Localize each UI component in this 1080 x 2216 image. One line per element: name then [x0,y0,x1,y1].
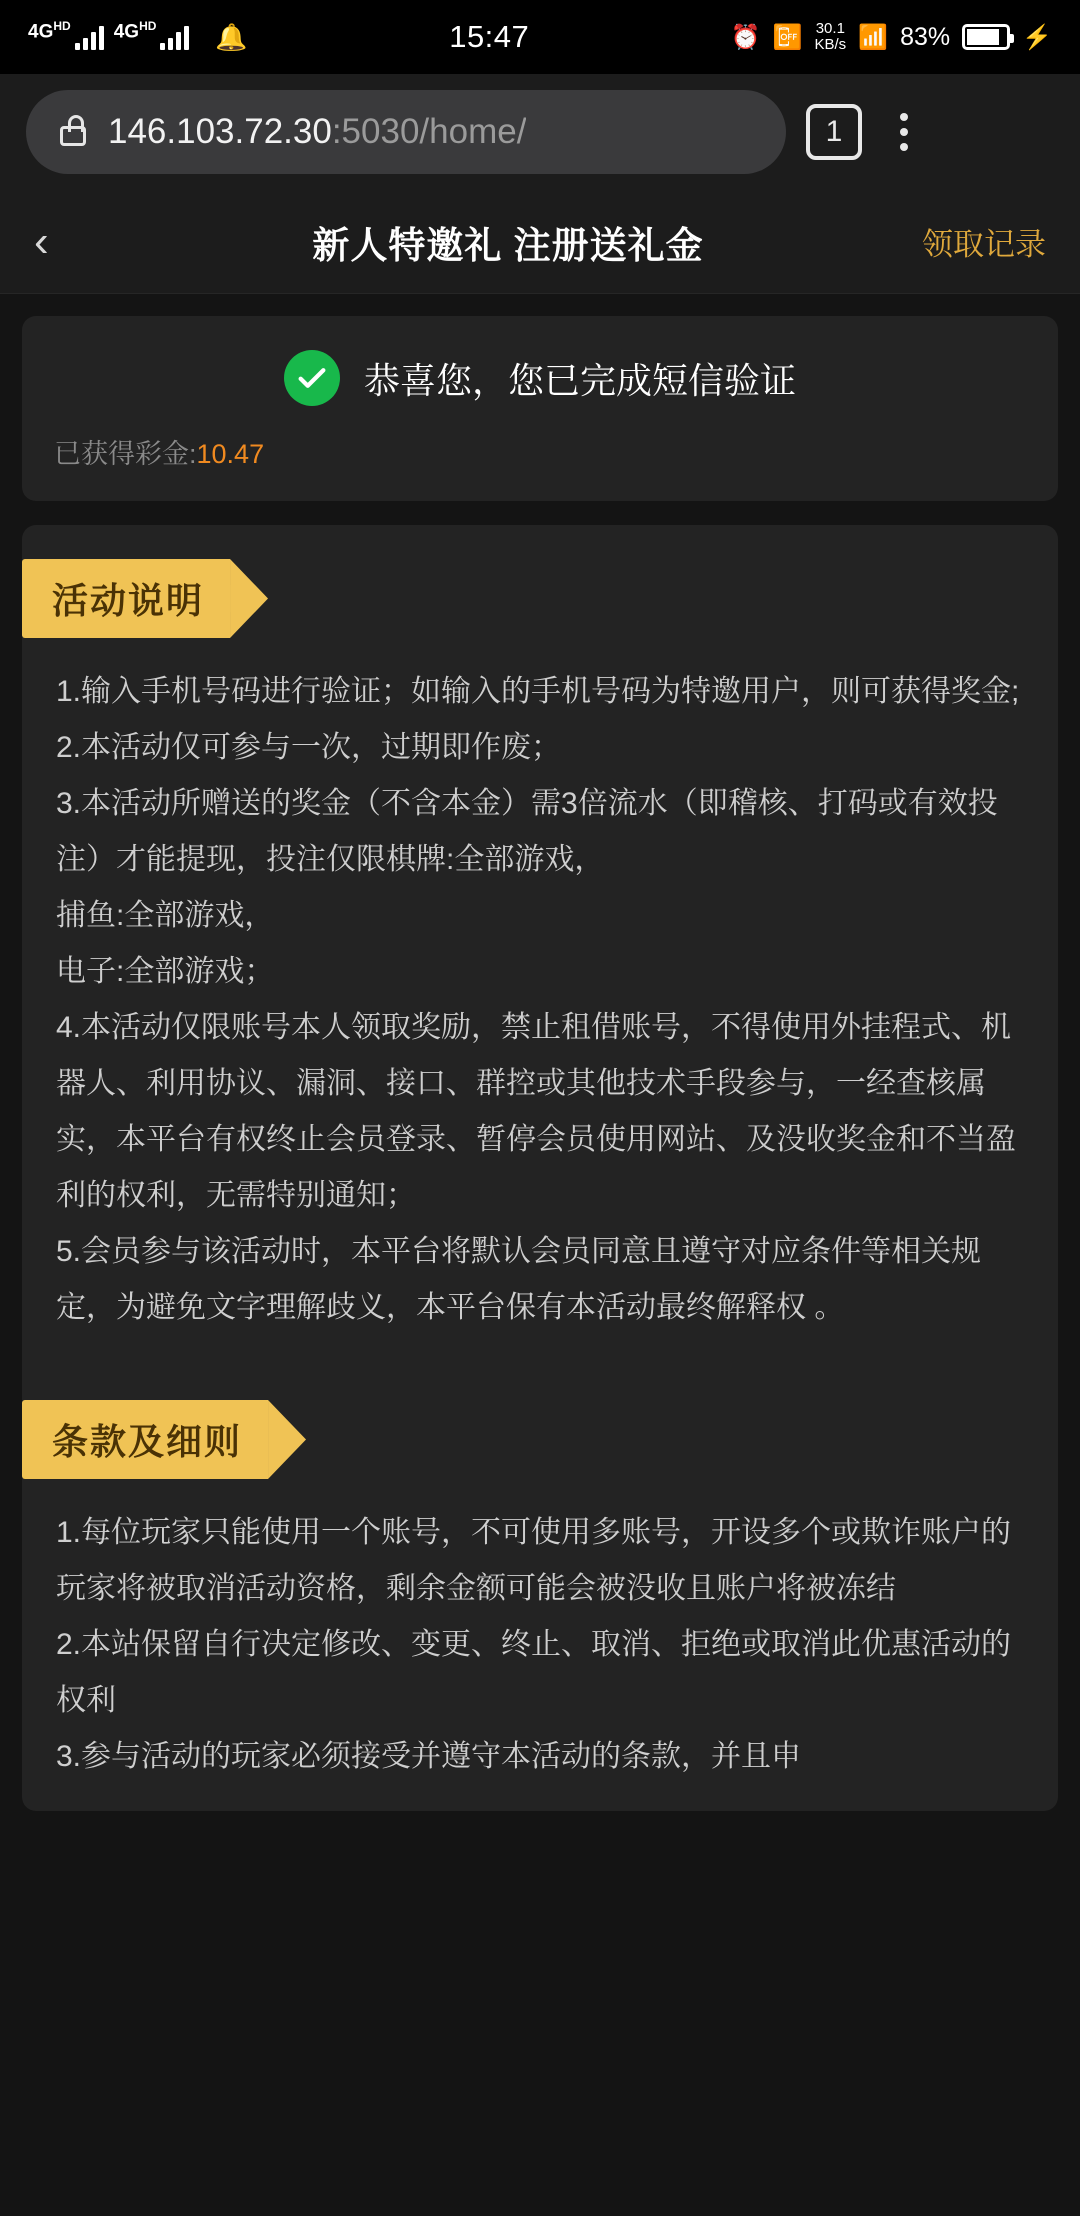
rule-paragraph: 电子:全部游戏； [56,955,275,988]
info-panel [22,525,1058,1811]
data-rate-unit: KB/s [814,36,847,53]
rule-paragraph: 2.本活动仅可参与一次，过期即作废； [56,731,562,764]
page-title: 新人特邀礼 注册送礼金 [312,224,704,266]
back-arrow-icon[interactable]: ‹ [34,216,49,266]
signal-bars-icon-1 [75,24,104,50]
url-path: :5030/home/ [331,112,527,151]
rule-paragraph: 5.会员参与该活动时，本平台将默认会员同意且遵守对应条件等相关规定，为避免文字理解歧义，本平台保有本活动最终解释权 。 [56,1235,982,1324]
rule-paragraph: 捕鱼:全部游戏， [56,899,275,932]
status-bar-clock: 15:47 [449,19,530,54]
page-content [0,294,1080,2216]
battery-percent-label: 83% [900,22,951,51]
address-bar[interactable] [26,90,786,174]
verification-status-card [22,316,1058,501]
signal-indicator-2 [113,18,190,50]
vibrate-icon: 📴 [772,23,803,51]
wifi-icon: 📶 [858,23,889,51]
more-options-icon[interactable] [882,113,926,151]
page-header [0,190,1080,294]
section-title-terms: 条款及细则 [22,1400,268,1479]
notification-bell-icon: 🔔 [215,21,248,52]
browser-toolbar [0,74,1080,190]
data-rate-indicator [814,21,846,53]
term-paragraph: 2.本站保留自行决定修改、变更、终止、取消、拒绝或取消此优惠活动的权利 [56,1628,1012,1717]
rule-paragraph: 3.本活动所赠送的奖金（不含本金）需3倍流水（即稽核、打码或有效投注）才能提现，投注仅限棋牌:全部游戏， [56,787,998,876]
section-1-ribbon-wrap [22,525,1058,638]
battery-icon [962,24,1010,50]
network-type-label-1: $4G^{HD}$ [28,18,71,42]
term-paragraph: 1.每位玩家只能使用一个账号，不可使用多账号，开设多个或欺诈账户的玩家将被取消活动资格，剩余金额可能会被没收且账户将被冻结 [56,1516,1012,1605]
rule-paragraph: 1.输入手机号码进行验证；如输入的手机号码为特邀用户，则可获得奖金; [56,675,1020,708]
network-type-label-2: $4G^{HD}$ [113,18,157,42]
signal-bars-icon-2 [160,24,189,50]
claim-records-link[interactable]: 领取记录 [922,227,1046,262]
term-paragraph: 3.参与活动的玩家必须接受并遵守本活动的条款，并且申 [56,1740,802,1773]
status-bar-left [28,18,248,53]
tab-count-button[interactable]: 1 [806,104,862,160]
check-circle-icon [284,350,340,406]
section-1-body [22,638,1058,1336]
data-rate-value: 30.1 [815,20,845,38]
bonus-label: 已获得彩金: [54,439,197,469]
lock-icon [60,126,86,146]
url-host: 146.103.72.30 [108,112,332,151]
url-text [108,112,526,152]
bonus-row [54,432,1026,471]
success-message: 恭喜您，您已完成短信验证 [363,359,796,401]
rule-paragraph: 4.本活动仅限账号本人领取奖励，禁止租借账号，不得使用外挂程式、机器人、利用协议、漏洞、接口、群控或其他技术手段参与，一经查核属实，本平台有权终止会员登录、暂停会员使用网站、及没收奖金和不当盈利的权利，无需特别通知； [56,1011,1016,1212]
status-bar [0,0,1080,74]
section-title-activity-rules: 活动说明 [22,559,230,638]
signal-indicator-1 [28,18,104,50]
bonus-amount: 10.47 [196,439,265,469]
section-2-ribbon-wrap [22,1366,1058,1479]
status-bar-right [731,21,1052,53]
charging-bolt-icon: ⚡ [1022,23,1052,51]
success-row [54,350,1026,406]
section-2-body [22,1479,1058,1785]
alarm-icon: ⏰ [730,23,761,51]
